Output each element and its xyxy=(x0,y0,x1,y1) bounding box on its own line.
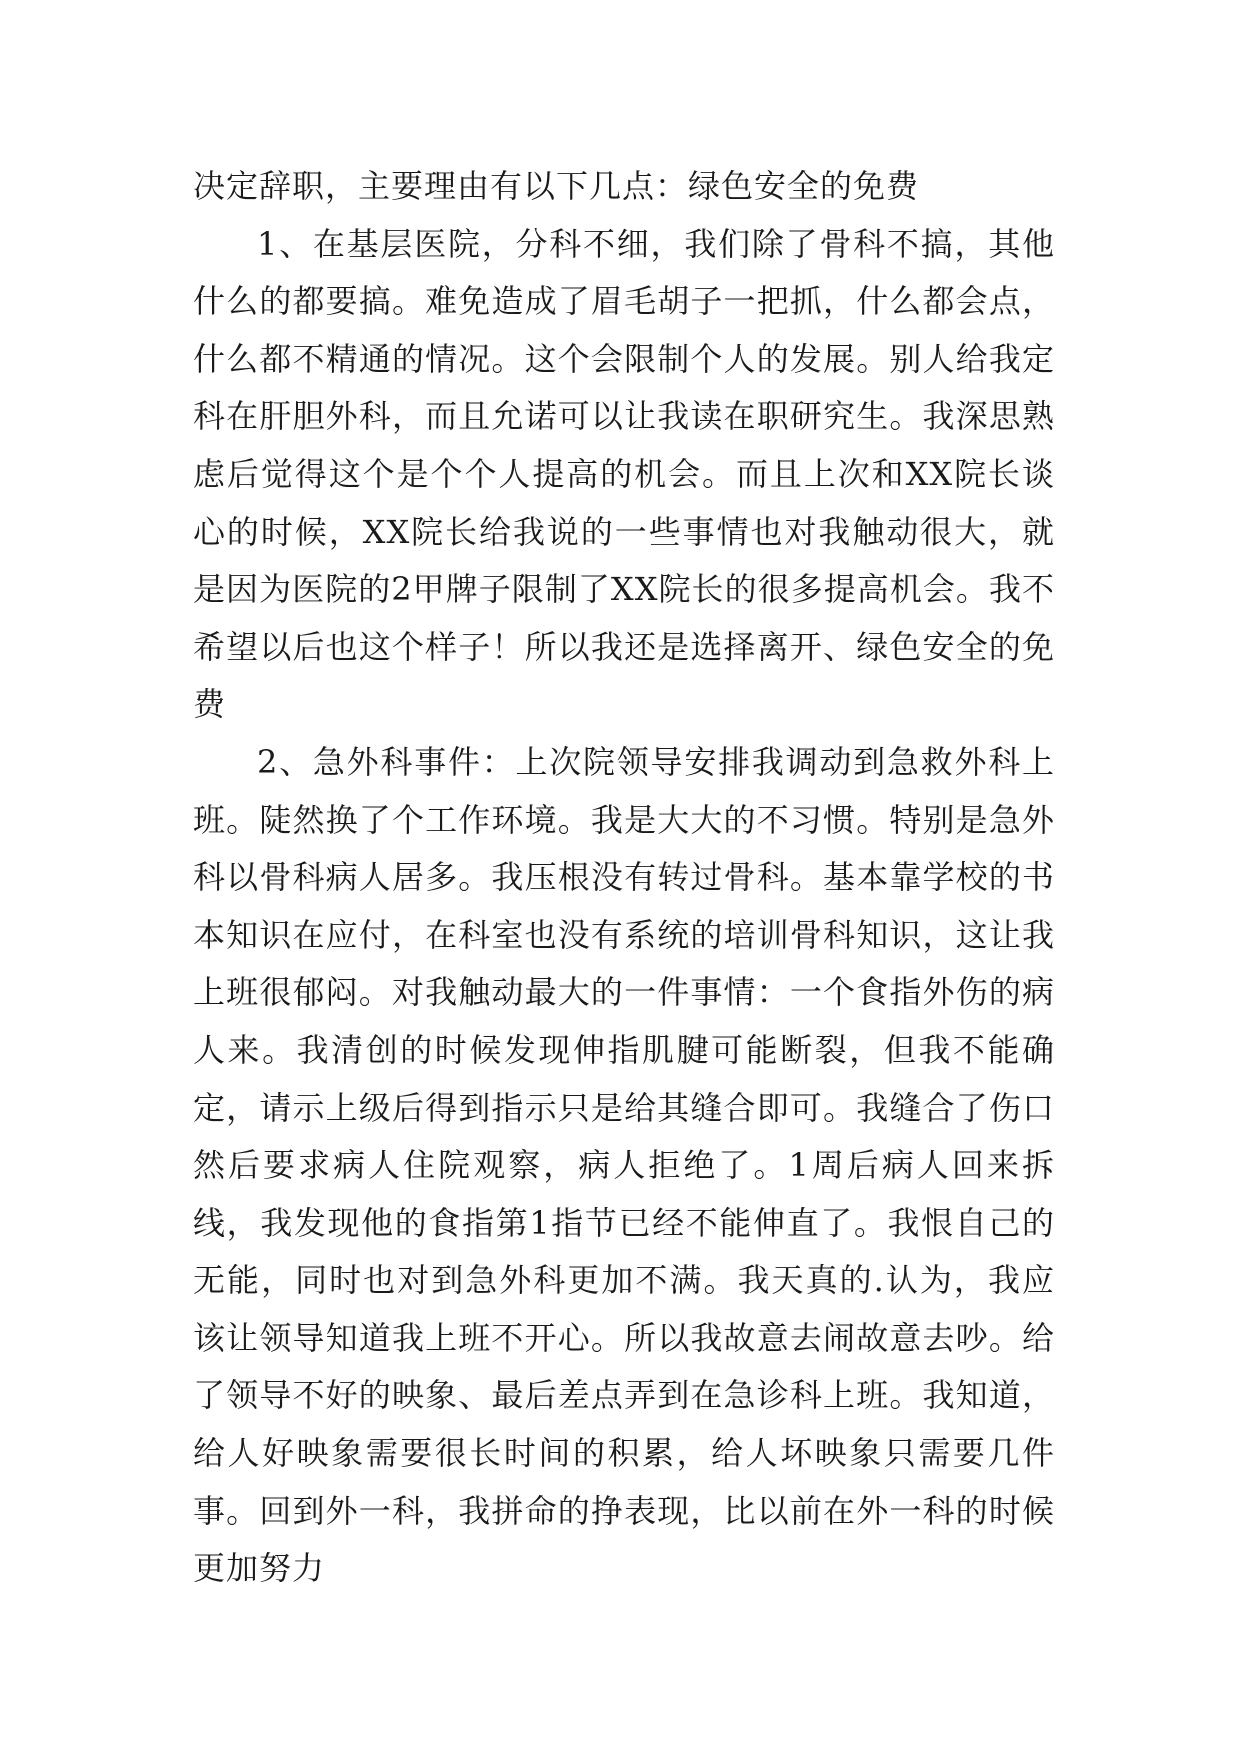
paragraph-reason-1: 1、在基层医院，分科不细，我们除了骨科不搞，其他什么的都要搞。难免造成了眉毛胡子一把抓，什么都会点，什么都不精通的情况。这个会限制个人的发展。别人给我定科在肝胆外科，而且允诺可以让我读在职研究生。我深思熟虑后觉得这个是个个人提高的机会。而且上次和XX院长谈心的时候，XX院长给我说的一些事情也对我触动很大，就是因为医院的2甲牌子限制了XX院长的很多提高机会。我不希望以后也这个样子！所以我还是选择离开、绿色安全的免费 xyxy=(193,224,1055,724)
document-body xyxy=(193,158,1055,1598)
paragraph-intro: 决定辞职，主要理由有以下几点：绿色安全的免费 xyxy=(193,167,920,205)
paragraph-reason-2: 2、急外科事件：上次院领导安排我调动到急救外科上班。陡然换了个工作环境。我是大大的不习惯。特别是急外科以骨科病人居多。我压根没有转过骨科。基本靠学校的书本知识在应付，在科室也没有系统的培训骨科知识，这让我上班很郁闷。对我触动最大的一件事情：一个食指外伤的病人来。我清创的时候发现伸指肌腱可能断裂，但我不能确定，请示上级后得到指示只是给其缝合即可。我缝合了伤口然后要求病人住院观察，病人拒绝了。1周后病人回来拆线，我发现他的食指第1指节已经不能伸直了。我恨自己的无能，同时也对到急外科更加不满。我天真的.认为，我应该让领导知道我上班不开心。所以我故意去闹故意去吵。给了领导不好的映象、最后差点弄到在急诊科上班。我知道，给人好映象需要很长时间的积累，给人坏映象只需要几件事。回到外一科，我拼命的挣表现，比以前在外一科的时候更加努力 xyxy=(193,742,1055,1588)
